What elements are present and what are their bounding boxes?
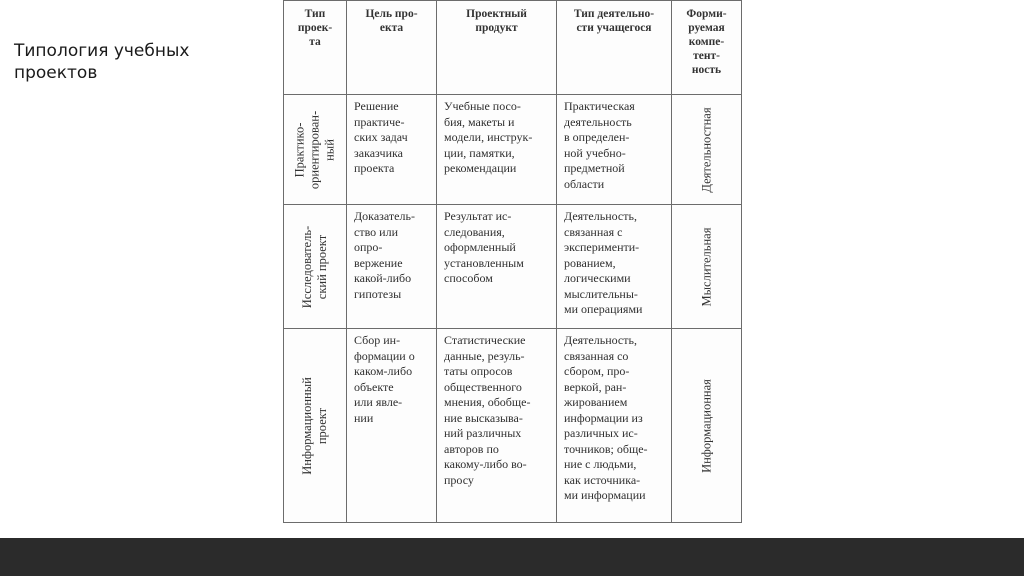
header-student-activity: Тип деятельно- сти учащегося xyxy=(557,1,672,95)
table-header-row xyxy=(284,1,742,95)
row-goal-cell: Доказатель- ство или опро- вержение какой-либо гипотезы xyxy=(347,205,437,329)
row-product-cell: Статистические данные, резуль- таты опросов общественного мнения, обобще- ние высказыва- ний различных авторов по какому-либо во- просу xyxy=(437,329,557,523)
row-product-cell: Учебные посо- бия, макеты и модели, инструк- ции, памятки, рекомендации xyxy=(437,95,557,205)
header-project-type: Тип проек- та xyxy=(284,1,347,95)
row-type-cell xyxy=(284,205,347,329)
row-competence-cell xyxy=(672,205,742,329)
row-type-cell xyxy=(284,95,347,205)
row-type-label: Практико- ориентирован- ный xyxy=(292,110,337,189)
row-competence-cell xyxy=(672,95,742,205)
header-competence: Форми- руемая компе- тент- ность xyxy=(672,1,742,95)
row-activity-cell: Деятельность, связанная со сбором, про- веркой, ран- жированием информации из различных ис- точников; обще- ние с людьми, как источника- ми информации xyxy=(557,329,672,523)
row-competence-label: Мыслительная xyxy=(699,227,713,306)
row-goal-cell: Сбор ин- формации о каком-либо объекте или явле- нии xyxy=(347,329,437,523)
typology-table-image xyxy=(283,0,741,522)
table-row xyxy=(284,95,742,205)
table-row xyxy=(284,205,742,329)
header-project-product: Проектный продукт xyxy=(437,1,557,95)
row-type-label: Исследователь- ский проект xyxy=(300,225,329,308)
row-product-cell: Результат ис- следования, оформленный установленным способом xyxy=(437,205,557,329)
table-row xyxy=(284,329,742,523)
row-competence-cell xyxy=(672,329,742,523)
footer-bar xyxy=(0,538,1024,576)
row-goal-cell: Решение практиче- ских задач заказчика проекта xyxy=(347,95,437,205)
typology-table xyxy=(283,0,742,523)
row-activity-cell: Деятельность, связанная с эксперименти- рованием, логическими мыслительны- ми операциями xyxy=(557,205,672,329)
row-activity-cell: Практическая деятельность в определен- ной учебно- предметной области xyxy=(557,95,672,205)
row-competence-label: Деятельностная xyxy=(699,106,713,193)
row-type-label: Информационный проект xyxy=(300,376,329,475)
row-competence-label: Информационная xyxy=(699,378,713,473)
slide-title: Типология учебных проектов xyxy=(14,41,190,83)
row-type-cell xyxy=(284,329,347,523)
header-project-goal: Цель про- екта xyxy=(347,1,437,95)
